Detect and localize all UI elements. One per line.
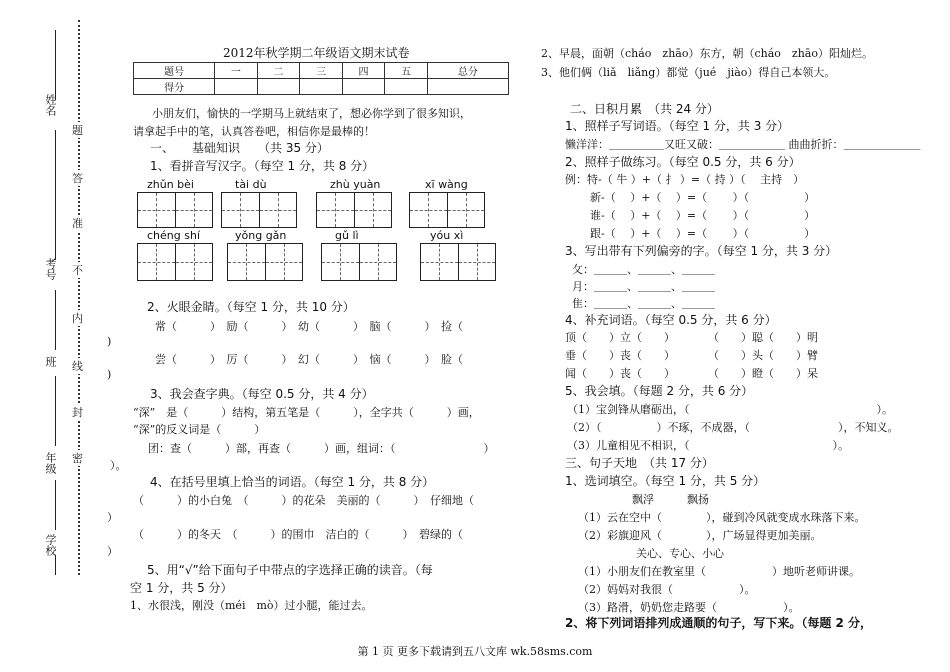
s3-word-bank: 飘浮 飘扬 — [632, 493, 709, 506]
q2-title: 2、火眼金睛。（每空 1 分，共 10 分） — [147, 300, 355, 314]
seal-char: 答 — [72, 172, 83, 185]
page-footer: 第 1 页 更多下载请到五八文库 wk.58sms.com — [357, 645, 593, 658]
pinyin-label: xī wàng — [425, 178, 468, 191]
exam-title: 2012年秋学期二年级语文期末试卷 — [223, 46, 410, 60]
score-row-label: 得分 — [134, 79, 215, 95]
grade-label: 年级 — [44, 452, 57, 474]
pinyin-label: yóu xì — [430, 229, 464, 242]
q2-line-end: ) — [107, 335, 112, 348]
q3-line: “深” 是（ ）结构，第五笔是（ ），全字共（ ）画， — [133, 406, 480, 419]
score-table — [133, 62, 509, 95]
q4-line-end: ） — [107, 511, 118, 524]
school-label: 学校 — [44, 534, 57, 556]
school-line — [55, 555, 56, 575]
s2-q2-title: 2、照样子做练习。（每空 0.5 分，共 6 分） — [565, 155, 801, 169]
class-line-2 — [55, 376, 56, 446]
pinyin-label: zhǔn bèi — [147, 178, 194, 191]
score-header: 二 — [257, 63, 300, 79]
hanzi-grid[interactable] — [137, 243, 213, 281]
q4-line-end: ） — [107, 545, 118, 558]
name-line — [55, 30, 56, 100]
s2-q3-row: 月：＿＿＿、＿＿＿、＿＿＿ — [572, 280, 715, 293]
section-2-title: 二、日积月累 （共 24 分） — [570, 102, 719, 116]
seal-char: 题 — [72, 124, 83, 137]
s2-q3-row: 隹：＿＿＿、＿＿＿、＿＿＿ — [572, 297, 715, 310]
s2-q2-row: 谁-（ ）+（ ）=（ ）（ ） — [590, 209, 816, 222]
q5-title: 5、用“√”给下面句子中带点的字选择正确的读音。（每 — [147, 563, 433, 577]
s2-q4-row: 闻（ ）丧（ ） （ ）瞪（ ）呆 — [565, 367, 818, 380]
exam-no-label: 考号 — [44, 258, 57, 280]
s2-q4-row: 垂（ ）丧（ ） （ ）头（ ）臂 — [565, 349, 818, 362]
s2-q3-title: 3、写出带有下列偏旁的字。（每空 1 分，共 3 分） — [565, 244, 838, 258]
q3-line: 团：查（ ）部，再查（ ）画，组词：（ ） — [148, 442, 495, 455]
s2-q5-row: （1）宝剑锋从磨砺出，（ ）。 — [567, 403, 893, 416]
score-header: 三 — [300, 63, 343, 79]
class-label: 班 — [44, 356, 57, 367]
hanzi-grid[interactable] — [321, 243, 397, 281]
section-1-title: 一、 基础知识 （共 35 分） — [150, 141, 329, 155]
class-line-1 — [55, 290, 56, 350]
q5-item: 2、早晨，面朝（cháo zhāo）东方，朝（cháo zhāo）阳灿烂。 — [541, 47, 873, 60]
score-cell[interactable] — [300, 79, 343, 95]
seal-char: 准 — [72, 217, 83, 230]
q4-title: 4、在括号里填上恰当的词语。（每空 1 分，共 8 分） — [150, 475, 435, 489]
s2-q4-row: 顶（ ）立（ ） （ ）聪（ ）明 — [565, 331, 818, 344]
s3-word-bank: 关心、专心、小心 — [636, 547, 724, 560]
q5-title-cont: 空 1 分，共 5 分） — [130, 581, 233, 595]
q3-line: “深”的反义词是（ ） — [133, 423, 266, 436]
hanzi-grid[interactable] — [221, 192, 297, 228]
q2-line-end: ) — [107, 368, 112, 381]
seal-char: 内 — [72, 312, 83, 325]
pinyin-label: zhù yuàn — [330, 178, 381, 191]
q1-title: 1、看拼音写汉字。（每空 1 分，共 8 分） — [150, 159, 375, 173]
seal-char: 密 — [72, 452, 83, 465]
name-label: 姓名 — [44, 94, 57, 116]
s2-q5-row: （3）儿童相见不相识，（ ）。 — [567, 439, 849, 452]
score-cell[interactable] — [257, 79, 300, 95]
score-header: 一 — [215, 63, 258, 79]
s2-q2-row: 跟-（ ）+（ ）=（ ）（ ） — [590, 227, 816, 240]
pinyin-label: tài dù — [235, 178, 267, 191]
s2-q1-line: 懒洋洋：＿＿＿＿＿又旺又破：＿＿＿＿＿＿ 曲曲折折：＿＿＿＿＿＿＿ — [565, 138, 921, 151]
q3-line-end: ）。 — [110, 459, 127, 472]
hanzi-grid[interactable] — [420, 243, 496, 281]
seal-char: 线 — [72, 360, 83, 373]
q3-title: 3、我会查字典。（每空 0.5 分，共 4 分） — [150, 387, 374, 401]
s2-q5-row: （2）（ ）不琢，不成器，（ ），不知义。 — [567, 421, 899, 434]
s2-q2-row: 新-（ ）+（ ）=（ ）（ ） — [590, 191, 816, 204]
hanzi-grid[interactable] — [316, 192, 392, 228]
hanzi-grid[interactable] — [137, 192, 213, 228]
s2-q2-row: 例：特-（ 牛 ）+（ 扌 ）=（ 持 ）（ 主持 ） — [565, 173, 805, 186]
s3-q1-title: 1、选词填空。（每空 1 分，共 5 分） — [565, 474, 766, 488]
q5-item: 3、他们俩（liǎ liǎng）都觉（jué jiào）得自己本领大。 — [541, 66, 836, 79]
seal-char: 封 — [72, 406, 83, 419]
score-header: 四 — [342, 63, 385, 79]
pinyin-label: gǔ lì — [335, 229, 359, 242]
s3-q1-row: （1）小朋友们在教室里（ ）地听老师讲课。 — [578, 565, 860, 578]
grade-line — [55, 480, 56, 530]
score-cell[interactable] — [215, 79, 258, 95]
seal-char: 不 — [72, 264, 83, 277]
s3-q1-row: （3）路滑，奶奶您走路要（ ）。 — [578, 601, 800, 614]
score-cell[interactable] — [427, 79, 508, 95]
score-header: 总分 — [427, 63, 508, 79]
s3-q2-title: 2、将下列词语排列成通顺的句子，写下来。（每题 2 分， — [565, 616, 873, 630]
q4-line: （ ）的冬天 （ ）的围巾 洁白的（ ） 碧绿的（ — [133, 528, 463, 541]
s2-q3-row: 攵：＿＿＿、＿＿＿、＿＿＿ — [572, 263, 715, 276]
s3-q1-row: （2）妈妈对我很（ ）。 — [578, 583, 756, 596]
hanzi-grid[interactable] — [227, 243, 303, 281]
s2-q4-title: 4、补充词语。（每空 0.5 分，共 6 分） — [565, 313, 777, 327]
score-cell[interactable] — [385, 79, 428, 95]
s2-q1-title: 1、照样子写词语。（每空 1 分，共 3 分） — [565, 119, 790, 133]
s3-q1-row: （1）云在空中（ ），碰到冷风就变成水珠落下来。 — [578, 511, 866, 524]
q5-item: 1、水很浅，刚没（méi mò）过小腿，能过去。 — [130, 599, 373, 612]
s3-q1-row: （2）彩旗迎风（ ），广场显得更加美丽。 — [578, 529, 822, 542]
exam-no-line — [55, 130, 56, 260]
score-header: 五 — [385, 63, 428, 79]
seal-dotted-line — [78, 20, 80, 575]
q2-line: 常（ ） 励（ ） 幼（ ） 脑（ ） 捡（ — [155, 320, 463, 333]
intro-line: 小朋友们，愉快的一学期马上就结束了，想必你学到了很多知识， — [152, 107, 471, 120]
pinyin-label: chéng shí — [147, 229, 200, 242]
hanzi-grid[interactable] — [409, 192, 485, 228]
score-header: 题号 — [134, 63, 215, 79]
section-3-title: 三、句子天地 （共 17 分） — [565, 456, 714, 470]
score-cell[interactable] — [342, 79, 385, 95]
intro-line: 请拿起手中的笔，认真答卷吧，相信你是最棒的！ — [133, 125, 375, 138]
q2-line: 尝（ ） 厉（ ） 幻（ ） 恼（ ） 脸（ — [155, 353, 463, 366]
q4-line: （ ）的小白兔 （ ）的花朵 美丽的（ ） 仔细地（ — [133, 494, 474, 507]
s2-q5-title: 5、我会填。（每题 2 分，共 6 分） — [565, 384, 754, 398]
pinyin-label: yǒng gǎn — [235, 229, 287, 242]
